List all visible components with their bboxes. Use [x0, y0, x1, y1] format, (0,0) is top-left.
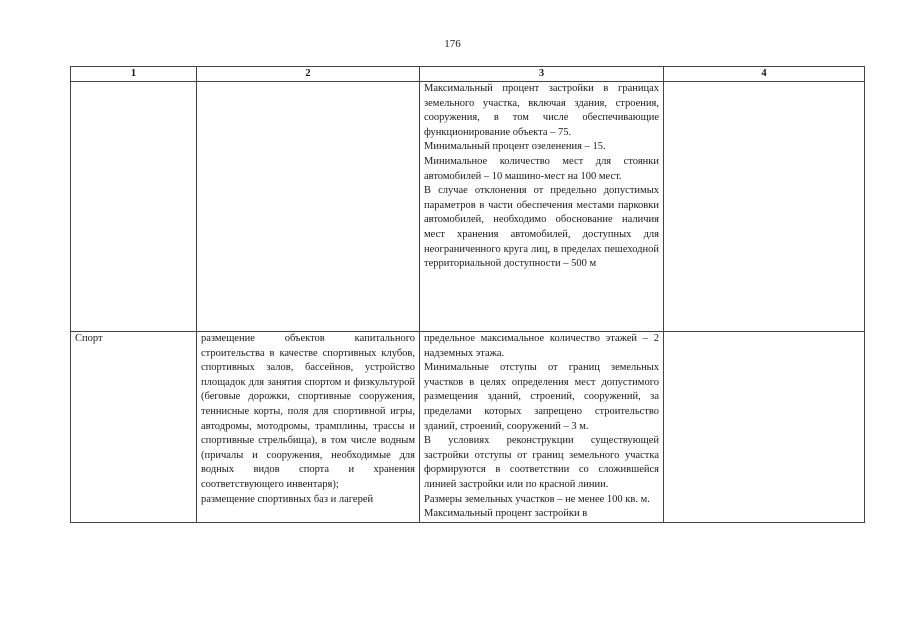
column-header-2: 2 — [197, 67, 420, 82]
row1-use-name — [71, 82, 197, 332]
row1-parameters — [420, 82, 664, 332]
row1-notes — [664, 82, 865, 332]
parameter-paragraph: В случае отклонения от предельно допустимых параметров в части обеспечения местами парковки автомобилей, необходимо обоснование наличия мест хранения автомобилей, доступных для неограниченного круга лиц, в пределах пешеходной территориальной доступности – 500 м — [424, 185, 659, 270]
column-header-1: 1 — [71, 67, 197, 82]
parameter-paragraph: Размеры земельных участков – не менее 100 кв. м. — [424, 493, 650, 505]
table-row — [71, 82, 865, 332]
column-header-3: 3 — [420, 67, 664, 82]
parameter-paragraph: Максимальный процент застройки в границах земельного участка, включая здания, строения, сооружения, в том числе обеспечивающие функционирование объекта – 75. — [424, 83, 659, 138]
parameter-paragraph: Минимальный процент озеленения – 15. — [424, 141, 606, 153]
description-paragraph: размещение объектов капитального строительства в качестве спортивных клубов, спортивных залов, бассейнов, устройство площадок для занятия спортом и физкультурой (беговые дорожки, спортивные сооружения, теннисные корты, поля для спортивной игры, автодромы, мотодромы, трамплины, трассы и спортивные стрельбища), в том числе водным (причалы и сооружения, необходимые для водных видов спорта и хранения соответствующего инвентаря); — [201, 333, 415, 490]
column-header-4: 4 — [664, 67, 865, 82]
row2-use-name: Спорт — [71, 332, 197, 523]
page-number: 176 — [444, 38, 461, 50]
table-header-row — [71, 67, 865, 82]
table-row — [71, 332, 865, 523]
row2-description — [197, 332, 420, 523]
parameter-paragraph: Минимальные отступы от границ земельных участков в целях определения мест допустимого размещения зданий, строений, сооружений, за пределами которых запрещено строительство зданий, строений, сооружений – 3 м. — [424, 362, 659, 432]
regulations-table — [70, 66, 865, 523]
row2-parameters — [420, 332, 664, 523]
parameter-paragraph: предельное максимальное количество этажей – 2 надземных этажа. — [424, 333, 659, 359]
parameter-paragraph: Максимальный процент застройки в — [424, 508, 588, 520]
parameter-paragraph: Минимальное количество мест для стоянки автомобилей – 10 машино-мест на 100 мест. — [424, 155, 659, 182]
parameter-paragraph: В условиях реконструкции существующей застройки отступы от границ земельного участка формируются в соответствии со сложившейся линией застройки или по красной линии. — [424, 435, 659, 490]
row1-description — [197, 82, 420, 332]
description-paragraph: размещение спортивных баз и лагерей — [201, 493, 374, 505]
row2-notes — [664, 332, 865, 523]
